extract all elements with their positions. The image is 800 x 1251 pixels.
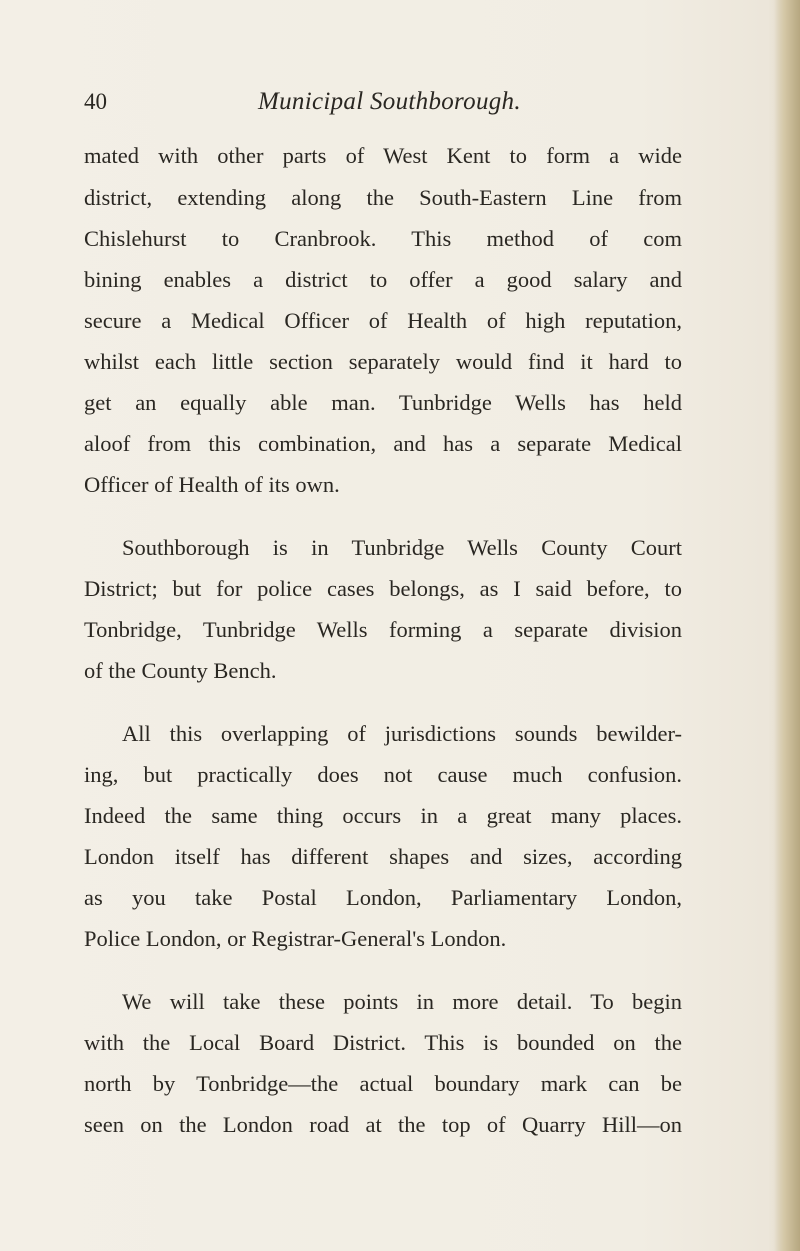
text-line: north by Tonbridge—the actual boundary mark can be bbox=[84, 1071, 682, 1096]
running-title: Municipal Southborough. bbox=[258, 88, 521, 115]
text-line: Chislehurst to Cranbrook. This method of com bbox=[84, 226, 682, 251]
page-edge-shadow bbox=[774, 0, 800, 1251]
text-line: with the Local Board District. This is bounded on the bbox=[84, 1030, 682, 1055]
text-line: whilst each little section separately would find it hard to bbox=[84, 349, 682, 374]
text-line: We will take these points in more detail. To begin bbox=[122, 989, 682, 1014]
text-line: of the County Bench. bbox=[84, 658, 277, 683]
text-line: Tonbridge, Tunbridge Wells forming a separate division bbox=[84, 617, 682, 642]
text-line: Indeed the same thing occurs in a great many places. bbox=[84, 803, 682, 828]
text-line: London itself has different shapes and sizes, according bbox=[84, 844, 682, 869]
text-line: District; but for police cases belongs, as I said before, to bbox=[84, 576, 682, 601]
text-line: get an equally able man. Tunbridge Wells has held bbox=[84, 390, 682, 415]
text-line: secure a Medical Officer of Health of high reputation, bbox=[84, 308, 682, 333]
text-line: seen on the London road at the top of Quarry Hill—on bbox=[84, 1112, 682, 1137]
text-line: district, extending along the South-Eastern Line from bbox=[84, 185, 682, 210]
text-line: All this overlapping of jurisdictions sounds bewilder- bbox=[122, 721, 682, 746]
page-header bbox=[0, 82, 800, 122]
text-line: Police London, or Registrar-General's London. bbox=[84, 926, 507, 951]
text-line: Southborough is in Tunbridge Wells County Court bbox=[122, 535, 682, 560]
text-line: aloof from this combination, and has a separate Medical bbox=[84, 431, 682, 456]
text-line: ing, but practically does not cause much confusion. bbox=[84, 762, 682, 787]
text-line: mated with other parts of West Kent to form a wide bbox=[84, 143, 682, 168]
page-number: 40 bbox=[84, 89, 107, 114]
text-line: Officer of Health of its own. bbox=[84, 472, 340, 497]
text-line: bining enables a district to offer a good salary and bbox=[84, 267, 682, 292]
text-line: as you take Postal London, Parliamentary London, bbox=[84, 885, 682, 910]
